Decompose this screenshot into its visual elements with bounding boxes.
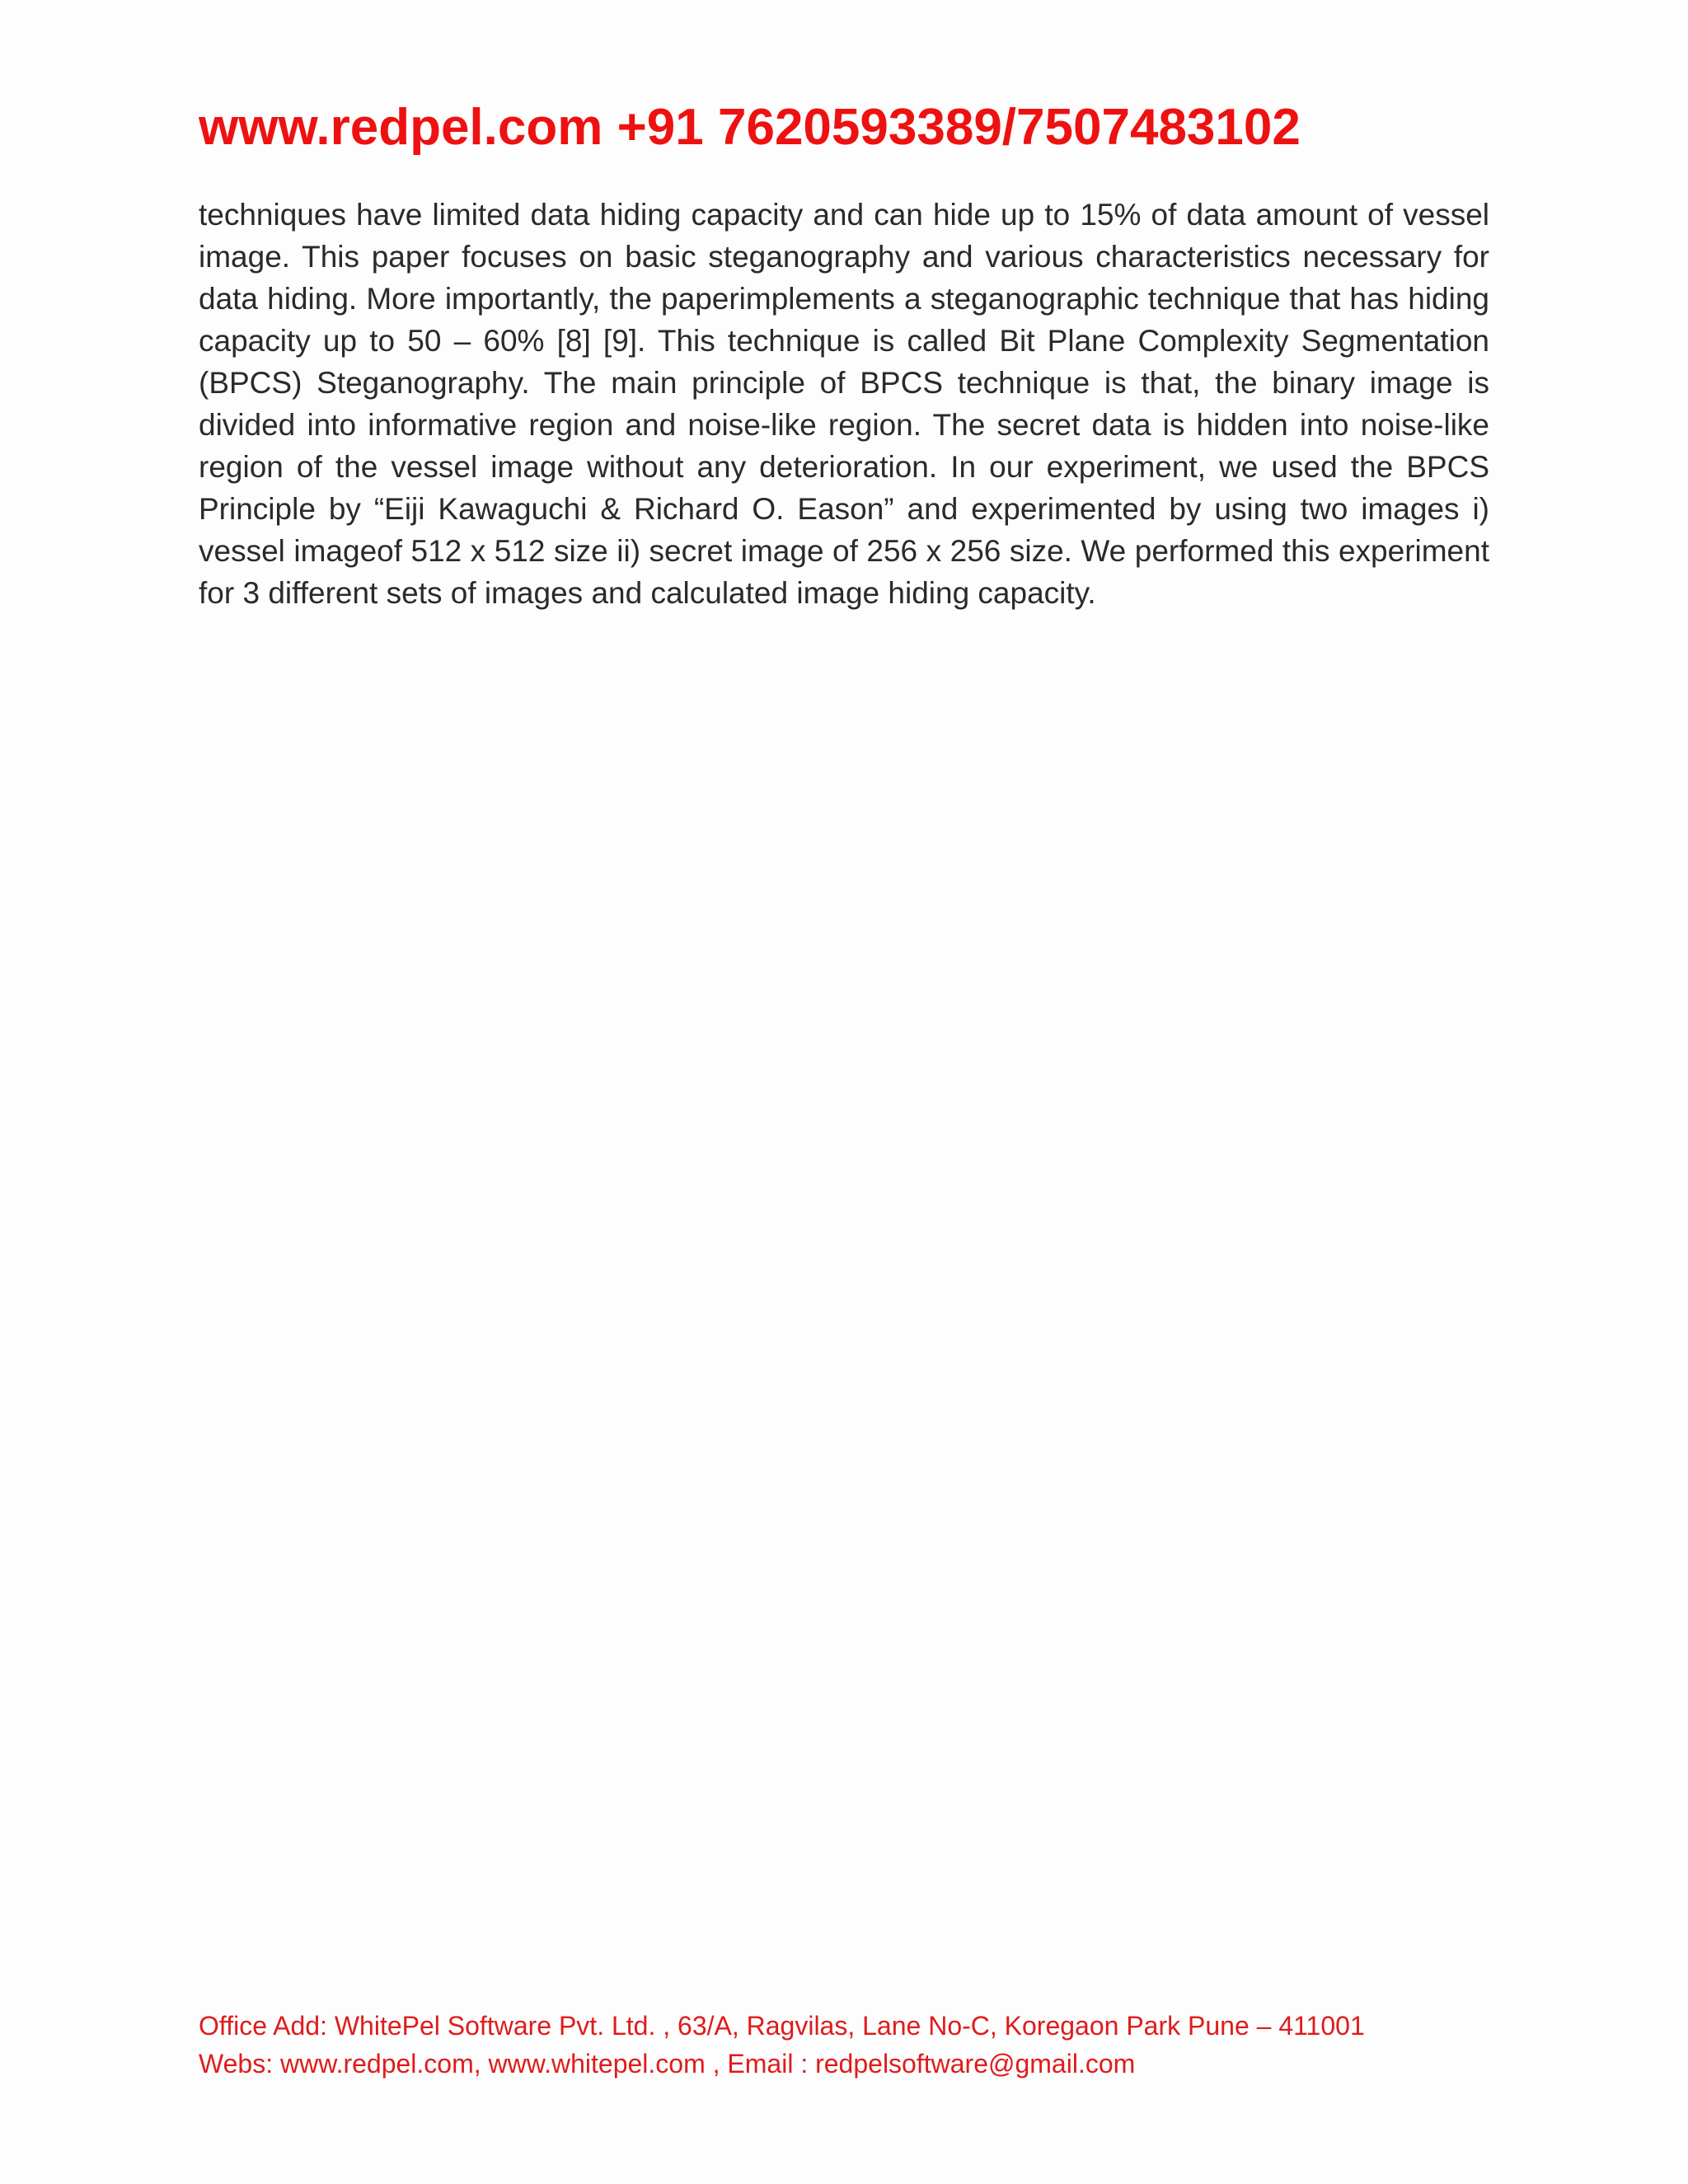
footer-websites-email: Webs: www.redpel.com, www.whitepel.com , Email : redpelsoftware@gmail.com	[199, 2049, 1136, 2079]
body-paragraph: techniques have limited data hiding capacity and can hide up to 15% of data amount of vessel image. This paper focuses on basic steganography and various characteristics necessary for data hiding. More importantly, the paperimplements a steganographic technique that has hiding capacity up to 50 – 60% [8] [9]. This technique is called Bit Plane Complexity Segmentation (BPCS) Steganography. The main principle of BPCS technique is that, the binary image is divided into informative region and noise-like region. The secret data is hidden into noise-like region of the vessel image without any deterioration. In our experiment, we used the BPCS Principle by “Eiji Kawaguchi & Richard O. Eason” and experimented by using two images i) vessel imageof 512 x 512 size ii) secret image of 256 x 256 size. We performed this experiment for 3 different sets of images and calculated image hiding capacity.	[199, 198, 1489, 610]
footer	[199, 2007, 1517, 2083]
header-contact-line: www.redpel.com +91 7620593389/7507483102	[199, 99, 1301, 156]
footer-office-address: Office Add: WhitePel Software Pvt. Ltd. , 63/A, Ragvilas, Lane No-C, Koregaon Park Pune – 411001	[199, 2011, 1365, 2041]
